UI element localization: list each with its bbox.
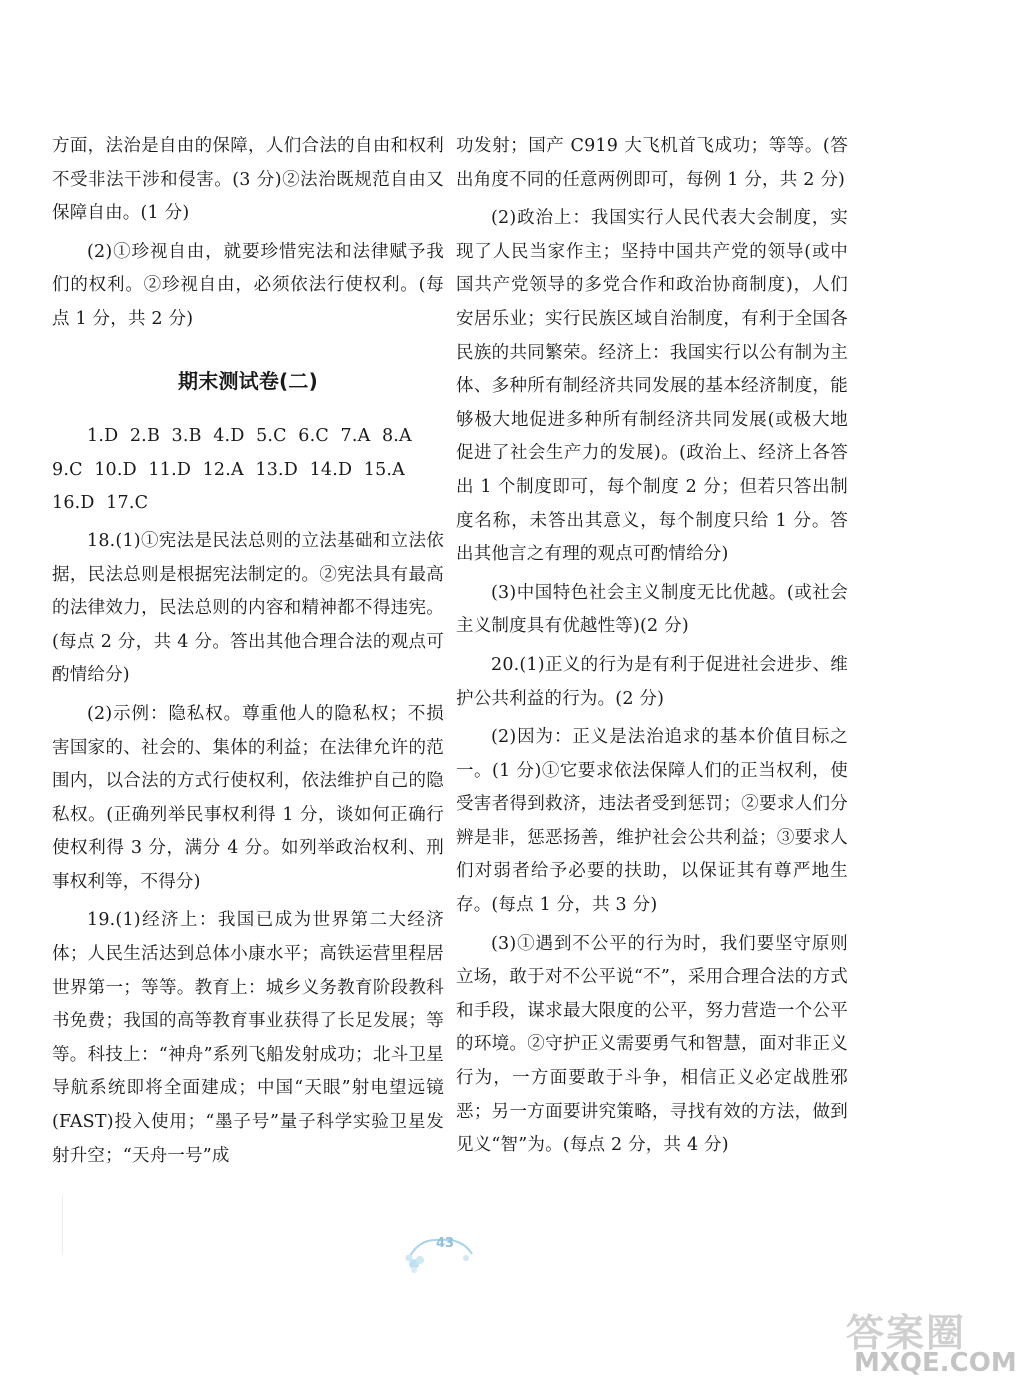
question-19-part-3: (3)中国特色社会主义制度无比优越。(或社会主义制度具有优越性等)(2 分) (456, 582, 848, 637)
left-paragraph-continued: 方面，法治是自由的保障，人们合法的自由和权利不受非法干涉和侵害。(3 分)②法治既规范自由又保障自由。(1 分) (52, 136, 444, 224)
question-19-part-1: 19.(1)经济上：我国已成为世界第二大经济体；人民生活达到总体小康水平；高铁运营里程居世界第一；等等。教育上：城乡义务教育阶段教科书免费；我国的高等教育事业获得了长足发展；等等。科技上：“神舟”系列飞船发射成功；北斗卫星导航系统即将全面建成；中国“天眼”射电望远镜(FAST)投入使用；“墨子号”量子科学实验卫星发射升空；“天舟一号”成 (52, 910, 444, 1166)
question-20-part-2: (2)因为：正义是法治追求的基本价值目标之一。(1 分)①它要求依法保障人们的正当权利，使受害者得到救济，违法者受到惩罚；②要求人们分辨是非，惩恶扬善，维护社会公共利益；③要求人们对弱者给予必要的扶助，以保证其有尊严地生存。(每点 1 分，共 3 分) (456, 727, 848, 916)
left-column (52, 130, 444, 1178)
question-18-part-1: 18.(1)①宪法是民法总则的立法基础和立法依据，民法总则是根据宪法制定的。②宪法具有最高的法律效力，民法总则的内容和精神都不得违宪。(每点 2 分，共 4 分。答出其他合理合法的观点可酌情给分) (52, 530, 444, 686)
watermark-logo (838, 1302, 1017, 1388)
question-18-part-2: (2)示例：隐私权。尊重他人的隐私权；不损害国家的、社会的、集体的利益；在法律允许的范围内，以合法的方式行使权利，依法维护自己的隐私权。(正确列举民事权利得 1 分，谈如何正确行使权利得 3 分，满分 4 分。如列举政治权利、刑事权利等，不得分) (52, 703, 444, 892)
question-19-part-2: (2)政治上：我国实行人民代表大会制度，实现了人民当家作主；坚持中国共产党的领导(或中国共产党领导的多党合作和政治协商制度)，人们安居乐业；实行民族区域自治制度，有利于全国各民族的共同繁荣。经济上：我国实行以公有制为主体、多种所有制经济共同发展的基本经济制度，能够极大地促进多种所有制经济共同发展(或极大地促进了社会生产力的发展)。(政治上、经济上各答出 1 个制度即可，每个制度 2 分；但若只答出制度名称，未答出其意义，每个制度只给 1 分。答出其他言之有理的观点可酌情给分) (456, 208, 848, 565)
multiple-choice-answers (52, 420, 444, 521)
answers-line-3: 16.D 17.C (52, 493, 149, 514)
section-title: 期末测试卷(二) (178, 368, 318, 393)
answers-line-1: 1.D 2.B 3.B 4.D 5.C 6.C 7.A 8.A (87, 426, 412, 447)
left-paragraph-2: (2)①珍视自由，就要珍惜宪法和法律赋予我们的权利。②珍视自由，必须依法行使权利。(每点 1 分，共 2 分) (52, 241, 444, 329)
page-number: 43 (435, 1236, 455, 1251)
right-paragraph-continued: 功发射；国产 C919 大飞机首飞成功；等等。(答出角度不同的任意两例即可，每例 1 分，共 2 分) (456, 136, 848, 190)
question-20-part-3: (3)①遇到不公平的行为时，我们要坚守原则立场，敢于对不公平说“不”，采用合理合法的方式和手段，谋求最大限度的公平，努力营造一个公平的环境。②守护正义需要勇气和智慧，面对非正义行为，一方面要敢于斗争，相信正义必定战胜邪恶；另一方面要讲究策略，寻找有效的方法，做到见义“智”为。(每点 2 分，共 4 分) (456, 933, 848, 1156)
margin-line (62, 1195, 63, 1255)
right-column (456, 130, 848, 1168)
answers-line-2: 9.C 10.D 11.D 12.A 13.D 14.D 15.A (52, 459, 406, 480)
question-20-part-1: 20.(1)正义的行为是有利于促进社会进步、维护公共利益的行为。(2 分) (456, 654, 848, 709)
watermark-top-text: 答案圈 (846, 1311, 967, 1355)
watermark-bottom-text: MXQE.COM (854, 1348, 1017, 1378)
